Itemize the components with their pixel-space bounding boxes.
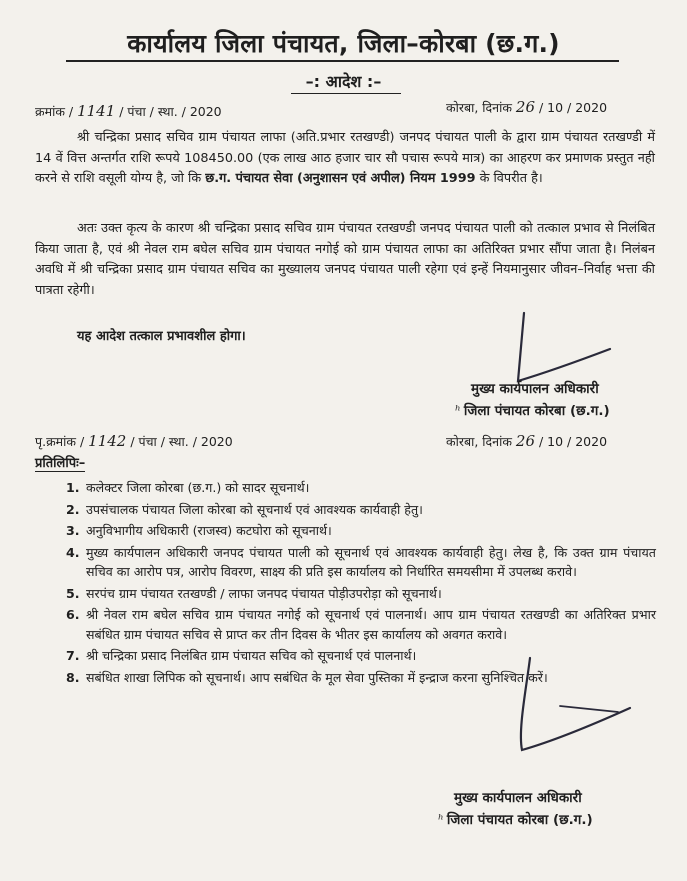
order-reference xyxy=(35,102,222,120)
para1-text: श्री चन्द्रिका प्रसाद सचिव ग्राम पंचायत लाफा (अति.प्रभार रतखण्डी) जनपद पंचायत पाली के द्वारा ग्राम पंचायत रतखण्डी में 14 वें वित्त अन्तर्गत राशि रूपये 108450.00 (एक लाख आठ हजार चार सौ पचास रूपये मात्र) का आहरण कर प्रमाणक प्रस्तुत नही करने से राशि वसूली योग्य है, जो कि xyxy=(35,130,655,187)
copy-to-item: 6. श्री नेवल राम बघेल सचिव ग्राम पंचायत नगोई को सूचनार्थ एवं पालनार्थ। आप ग्राम पंचायत रतखण्डी का अतिरिक्त प्रभार सबंधित ग्राम पंचायत सचिव से प्राप्त कर तीन दिवस के भीतर इस कार्यालय को अवगत करावे। xyxy=(66,607,656,642)
copy-to-item: 5. सरपंच ग्राम पंचायत रतखण्डी / लाफा जनपद पंचायत पोड़ीउपरोड़ा को सूचनार्थ। xyxy=(66,585,442,601)
title-underline xyxy=(66,60,619,62)
order-paragraph-2 xyxy=(35,219,655,301)
copy-to-item: 1. कलेक्टर जिला कोरबा (छ.ग.) को सादर सूचनार्थ। xyxy=(66,480,310,495)
endorsement-ref-suffix: / पंचा / स्था. / 2020 xyxy=(126,434,233,449)
para1-rule-reference: छ.ग. पंचायत सेवा (अनुशासन एवं अपील) नियम 1999 xyxy=(205,171,476,187)
endorsement-date-day: 26 xyxy=(515,432,535,450)
para2-text: अतः उक्त कृत्य के कारण श्री चन्द्रिका प्रसाद सचिव ग्राम पंचायत रतखण्डी जनपद पंचायत पाली को तत्काल प्रभाव से निलंबित किया जाता है, एवं श्री नेवल राम बघेल सचिव ग्राम पंचायत नगोई को ग्राम पंचायत लाफा का अतिरिक्त प्रभार सौंपा जाता है। निलंबन अवधि में श्री चन्द्रिका प्रसाद ग्राम पंचायत सचिव का मुख्यालय जनपद पंचायत पाली रहेगा एवं इन्हें नियमानुसार जीवन–निर्वाह भत्ता की पात्रता रहेगी। xyxy=(35,221,655,298)
effective-line: यह आदेश तत्काल प्रभावशील होगा। xyxy=(77,329,246,344)
initial-mark: ʰ xyxy=(438,812,444,828)
order-date-day: 26 xyxy=(515,98,535,116)
order-heading: –: आदेश :– xyxy=(305,72,382,91)
order-ref-number: 1141 xyxy=(77,102,116,120)
signature1-office: जिला पंचायत कोरबा (छ.ग.) xyxy=(463,403,610,419)
signature2-designation: मुख्य कार्यपालन अधिकारी xyxy=(454,790,582,806)
endorsement-ref-number: 1142 xyxy=(88,432,127,450)
copy-to-item: 7. श्री चन्द्रिका प्रसाद निलंबित ग्राम पंचायत सचिव को सूचनार्थ एवं पालनार्थ। xyxy=(66,648,417,663)
order-date xyxy=(446,98,607,116)
order-ref-suffix: / पंचा / स्था. / 2020 xyxy=(115,104,222,119)
copy-to-item: 3. अनुविभागीय अधिकारी (राजस्व) कटघोरा को सूचनार्थ। xyxy=(66,523,332,538)
copy-to-heading: प्रतिलिपिः– xyxy=(35,453,85,472)
copy-to-item: 2. उपसंचालक पंचायत जिला कोरबा को सूचनार्थ एवं आवश्यक कार्यवाही हेतु। xyxy=(66,501,423,517)
signature-block-2 xyxy=(438,787,593,831)
endorsement-reference xyxy=(35,432,233,450)
endorsement-date-suffix: / 10 / 2020 xyxy=(535,434,608,449)
order-heading-underline xyxy=(291,93,401,94)
order-ref-prefix: क्रमांक / xyxy=(35,104,78,119)
endorsement-ref-prefix: पृ.क्रमांक / xyxy=(35,434,89,449)
order-date-prefix: कोरबा, दिनांक xyxy=(446,100,516,115)
signature2-office: जिला पंचायत कोरबा (छ.ग.) xyxy=(446,812,593,828)
order-date-suffix: / 10 / 2020 xyxy=(535,100,608,115)
office-title: कार्यालय जिला पंचायत, जिला–कोरबा (छ.ग.) xyxy=(127,29,560,58)
signature-block-1 xyxy=(455,378,610,422)
order-paragraph-1 xyxy=(35,128,655,190)
endorsement-date-prefix: कोरबा, दिनांक xyxy=(446,434,516,449)
copy-to-item: 4. मुख्य कार्यपालन अधिकारी जनपद पंचायत पाली को सूचनार्थ एवं आवश्यक कार्यवाही हेतु। लेख है, कि उक्त ग्राम पंचायत सचिव का आरोप पत्र, आरोप विवरण, साक्ष्य की प्रति इस कार्यालय को निर्धारित समयसीमा में उपलब्ध करावे। xyxy=(66,544,656,579)
signature-scribble-2 xyxy=(500,650,650,760)
para1-end: के विपरीत है। xyxy=(475,171,543,187)
endorsement-date xyxy=(446,432,607,450)
signature1-designation: मुख्य कार्यपालन अधिकारी xyxy=(471,381,599,397)
copy-to-item: 8. सबंधित शाखा लिपिक को सूचनार्थ। आप सबंधित के मूल सेवा पुस्तिका में इन्द्राज करना सुनिश्चित करें। xyxy=(66,669,548,685)
initial-mark: ʰ xyxy=(455,403,461,419)
